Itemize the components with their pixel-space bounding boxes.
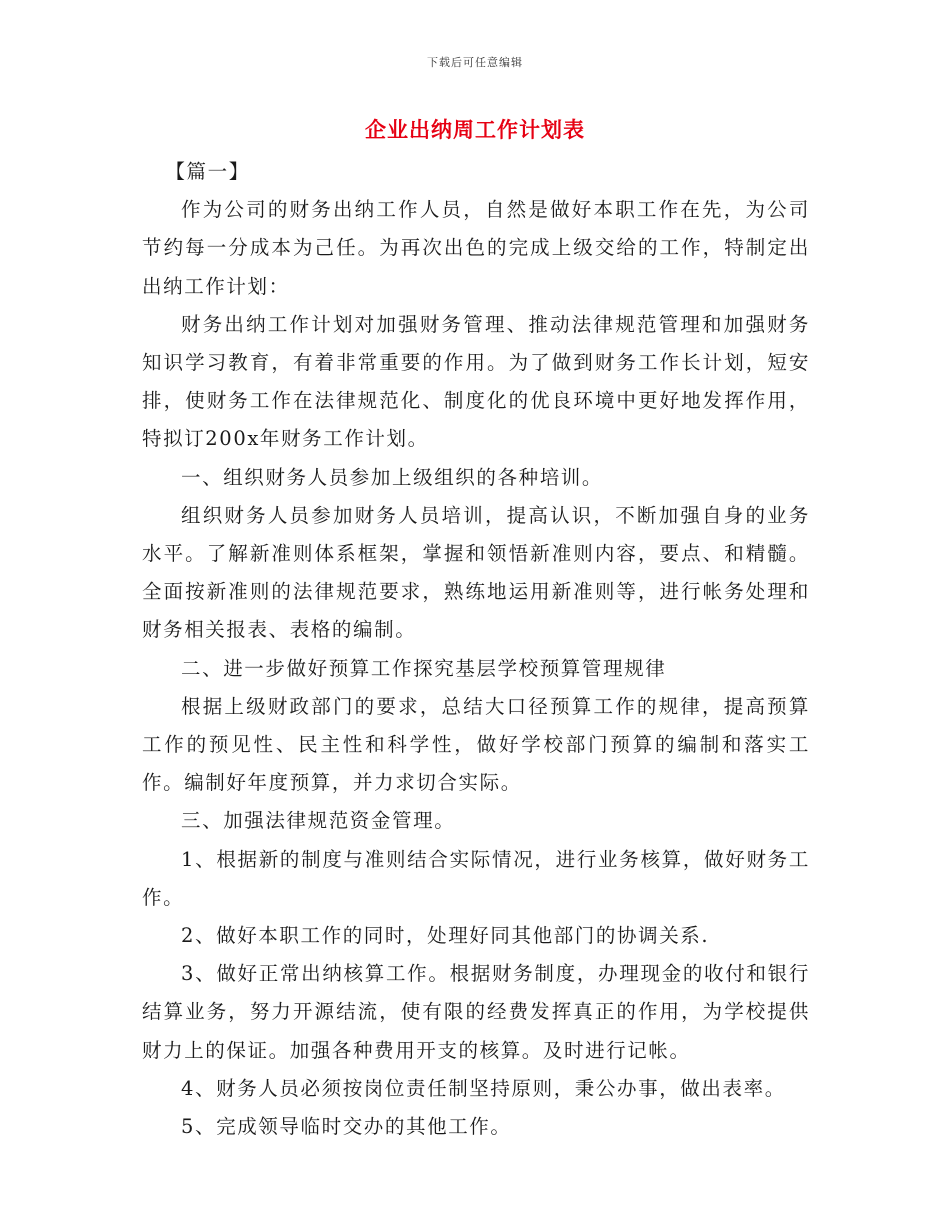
list-item: 2、做好本职工作的同时，处理好同其他部门的协调关系. xyxy=(181,924,710,948)
section-heading: 二、进一步做好预算工作探究基层学校预算管理规律 xyxy=(181,656,667,680)
list-item: 1、根据新的制度与准则结合实际情况，进行业务核算，做好财务工作。 xyxy=(142,847,810,909)
paragraph: 作为公司的财务出纳工作人员，自然是做好本职工作在先，为公司节约每一分成本为己任。为再次出色的完成上级交给的工作，特制定出出纳工作计划： xyxy=(142,198,810,298)
list-item: 4、财务人员必须按岗位责任制坚持原则，秉公办事，做出表率。 xyxy=(181,1076,786,1100)
document-body xyxy=(142,153,810,1146)
paragraph: 财务出纳工作计划对加强财务管理、推动法律规范管理和加强财务知识学习教育，有着非常重要的作用。为了做到财务工作长计划，短安排，使财务工作在法律规范化、制度化的优良环境中更好地发挥作用，特拟订200x年财务工作计划。 xyxy=(142,312,810,451)
section-label: 【篇一】 xyxy=(165,160,250,183)
paragraph: 组织财务人员参加财务人员培训，提高认识，不断加强自身的业务水平。了解新准则体系框架，掌握和领悟新准则内容，要点、和精髓。全面按新准则的法律规范要求，熟练地运用新准则等，进行帐务处理和财务相关报表、表格的编制。 xyxy=(142,503,810,642)
header-note: 下载后可任意编辑 xyxy=(427,56,523,69)
section-heading: 三、加强法律规范资金管理。 xyxy=(181,809,456,833)
list-item: 5、完成领导临时交办的其他工作。 xyxy=(181,1115,512,1139)
paragraph: 根据上级财政部门的要求，总结大口径预算工作的规律，提高预算工作的预见性、民主性和科学性，做好学校部门预算的编制和落实工作。编制好年度预算，并力求切合实际。 xyxy=(142,694,810,795)
section-heading: 一、组织财务人员参加上级组织的各种培训。 xyxy=(181,465,604,489)
list-item: 3、做好正常出纳核算工作。根据财务制度，办理现金的收付和银行结算业务，努力开源结流，使有限的经费发挥真正的作用，为学校提供财力上的保证。加强各种费用开支的核算。及时进行记帐。 xyxy=(142,962,810,1062)
document-title: 企业出纳周工作计划表 xyxy=(365,117,585,142)
